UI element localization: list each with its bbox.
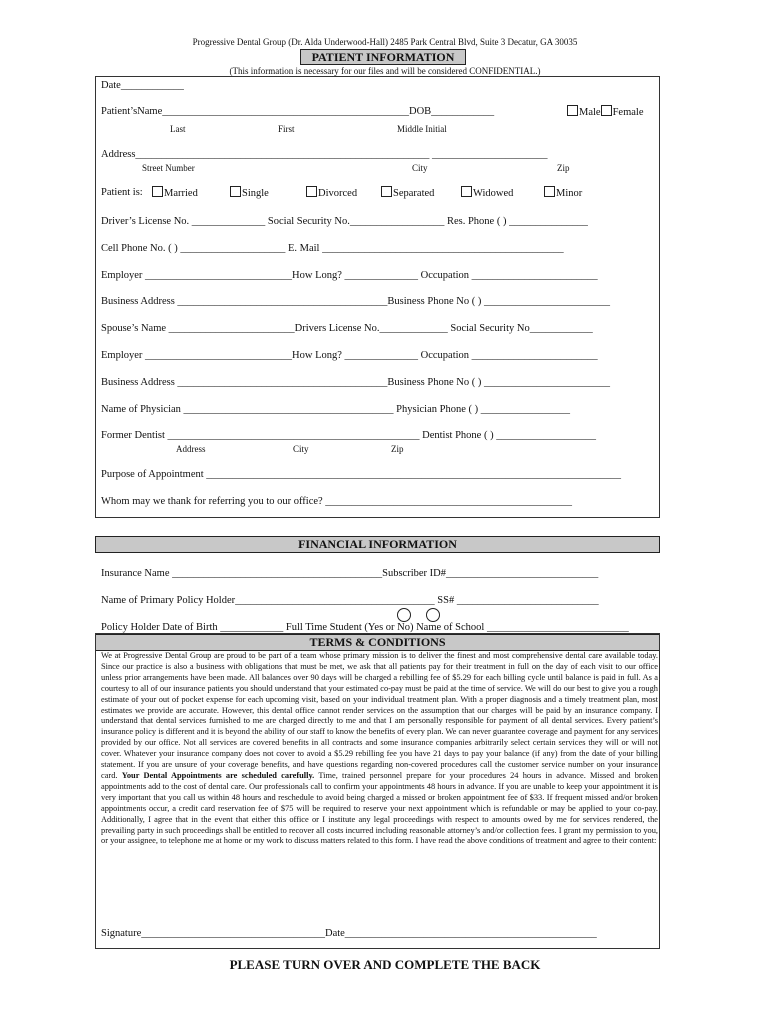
single-label: Single <box>242 188 269 199</box>
purpose-row[interactable]: Purpose of Appointment _______________________________________________________________________________ <box>101 469 622 480</box>
widowed-checkbox[interactable] <box>461 186 472 197</box>
policy-holder-row[interactable]: Name of Primary Policy Holder______________________________________ SS# ___________________________ <box>101 595 599 606</box>
separated-checkbox[interactable] <box>381 186 392 197</box>
terms-bold-sentence: Your Dental Appointments are scheduled carefully. <box>121 770 315 780</box>
insurance-row[interactable]: Insurance Name ________________________________________Subscriber ID#_____________________________ <box>101 568 599 579</box>
married-checkbox[interactable] <box>152 186 163 197</box>
spouse-business-row[interactable]: Business Address ________________________________________Business Phone No ( ) ________________________ <box>101 377 610 388</box>
male-label: Male <box>579 107 601 118</box>
spouse-employer-row[interactable]: Employer ____________________________How Long? ______________ Occupation ________________________ <box>101 350 598 361</box>
minor-label: Minor <box>556 188 583 199</box>
female-label: Female <box>612 107 644 118</box>
signature-row[interactable]: Signature___________________________________Date________________________________________________ <box>101 928 597 939</box>
patient-info-banner: PATIENT INFORMATION <box>300 49 466 65</box>
divorced-label: Divorced <box>318 188 358 199</box>
married-label: Married <box>164 188 198 199</box>
holder-dob-row[interactable]: Policy Holder Date of Birth ____________ Full Time Student (Yes or No) Name of School ___________________________ <box>101 622 629 633</box>
student-no-radio[interactable] <box>426 608 440 622</box>
middle-initial-label: Middle Initial <box>397 124 447 134</box>
terms-section <box>95 633 660 949</box>
dentist-address-label: Address <box>176 444 206 454</box>
cell-email-row[interactable]: Cell Phone No. ( ) ____________________ E. Mail ______________________________________________ <box>101 243 564 254</box>
first-label: First <box>278 124 295 134</box>
terms-text-part-a: We at Progressive Dental Group are proud to be part of a team whose primary mission is to deliver the finest and most comprehensive dental care available today. Since our practice is also a business with obligations that must be met, we ask that all patients pay for their treatment in full on the day of each visit to our office unless prior arrangements have been made. All balances over 90 days will be charged a rebilling fee of $5.29 for each billing cycle until balance is paid in full. As a courtesy to all of our insurance patients you should understand that your estimated co-pay must be paid at the time of service. We will do our best to give you a rough estimate of your out of pocket expense for each upcoming visit, based on your individual treatment plan. With a proper diagnosis and a timely treatment plan, most estimates we provide are accurate. However, this dental office cannot render services on the assumption that our charges will be paid by an insurance company. I understand that dental services furnished to me are charged directly to me and that I am personally responsible for payment of all dental services. Every patient’s insurance policy is different and it is beyond the ability of our staff to know the benefits of every plan. We can never guarantee coverage and payment for any services provided by our office. Not all services are covered benefits in all contracts and some insurance companies arbitrarily select certain services they will or will not cover. Whatever your insurance company does not cover to avoid a $5.29 rebilling fee you have 21 days to pay your balance (if any) from the date of your billing statement. If you are unsure of your coverage benefits, and have questions regarding non-covered procedures call the customer service number on your insurance card. <box>101 651 658 780</box>
widowed-label: Widowed <box>473 188 514 199</box>
former-dentist-row[interactable]: Former Dentist ________________________________________________ Dentist Phone ( ) ___________________ <box>101 430 596 441</box>
city-label: City <box>412 163 428 173</box>
financial-info-banner: FINANCIAL INFORMATION <box>95 536 660 553</box>
street-number-label: Street Number <box>142 163 195 173</box>
drivers-license-row[interactable]: Driver’s License No. ______________ Social Security No.__________________ Res. Phone ( ) _______________ <box>101 216 588 227</box>
student-yes-radio[interactable] <box>397 608 411 622</box>
zip-label: Zip <box>557 163 570 173</box>
spouse-row[interactable]: Spouse’s Name ________________________Drivers License No._____________ Social Security No____________ <box>101 323 593 334</box>
employer-row[interactable]: Employer ____________________________How Long? ______________ Occupation ________________________ <box>101 270 598 281</box>
divorced-checkbox[interactable] <box>306 186 317 197</box>
confidential-note: (This information is necessary for our files and will be considered CONFIDENTIAL.) <box>229 66 541 76</box>
patient-name-field[interactable]: Patient’sName_______________________________________________DOB____________ <box>101 106 495 117</box>
business-address-row[interactable]: Business Address ________________________________________Business Phone No ( ) ________________________ <box>101 296 610 307</box>
separated-label: Separated <box>393 188 435 199</box>
terms-text-part-b: Time, trained personnel prepare for your procedures 24 hours in advance. Missed and broken appointments add to the cost of dental care. Our professionals call to confirm your appointments 48 hours in advance. If you are unable to keep your appointment it is very important that you call us within 48 hours and reschedule to avoid being charged a missed or broken appointment fee of $33. If frequent missed and/or broken appointments occur, a credit card reservation fee of $75 will be required to reserve your next appointment which is refundable or may be applied to your co-pay. Additionally, I agree that in the event that either this office or I institute any legal proceedings with respect to amounts owed by me for services rendered, the prevailing party in such proceedings shall be entitled to recover all costs incurred including reasonable attorney’s and/or collection fees. I grant my permission to you, or your assignee, to telephone me at home or my work to discuss matters related to this form. I have read the above conditions of treatment and agree to their content: <box>101 770 658 846</box>
terms-banner: TERMS & CONDITIONS <box>95 634 660 651</box>
female-checkbox[interactable] <box>601 105 612 116</box>
single-checkbox[interactable] <box>230 186 241 197</box>
office-header: Progressive Dental Group (Dr. Alda Underwood-Hall) 2485 Park Central Blvd, Suite 3 Decatur, GA 30035 <box>192 37 578 47</box>
marital-status-label: Patient is: <box>101 187 143 198</box>
date-field[interactable]: Date____________ <box>101 80 184 91</box>
male-checkbox[interactable] <box>567 105 578 116</box>
dentist-city-label: City <box>293 444 309 454</box>
address-field[interactable]: Address________________________________________________________ ______________________ <box>101 149 548 160</box>
turn-over-note: PLEASE TURN OVER AND COMPLETE THE BACK <box>229 957 541 972</box>
minor-checkbox[interactable] <box>544 186 555 197</box>
dentist-zip-label: Zip <box>391 444 404 454</box>
physician-row[interactable]: Name of Physician ________________________________________ Physician Phone ( ) _________________ <box>101 404 570 415</box>
referral-row[interactable]: Whom may we thank for referring you to our office? _______________________________________________ <box>101 496 573 507</box>
last-label: Last <box>170 124 186 134</box>
